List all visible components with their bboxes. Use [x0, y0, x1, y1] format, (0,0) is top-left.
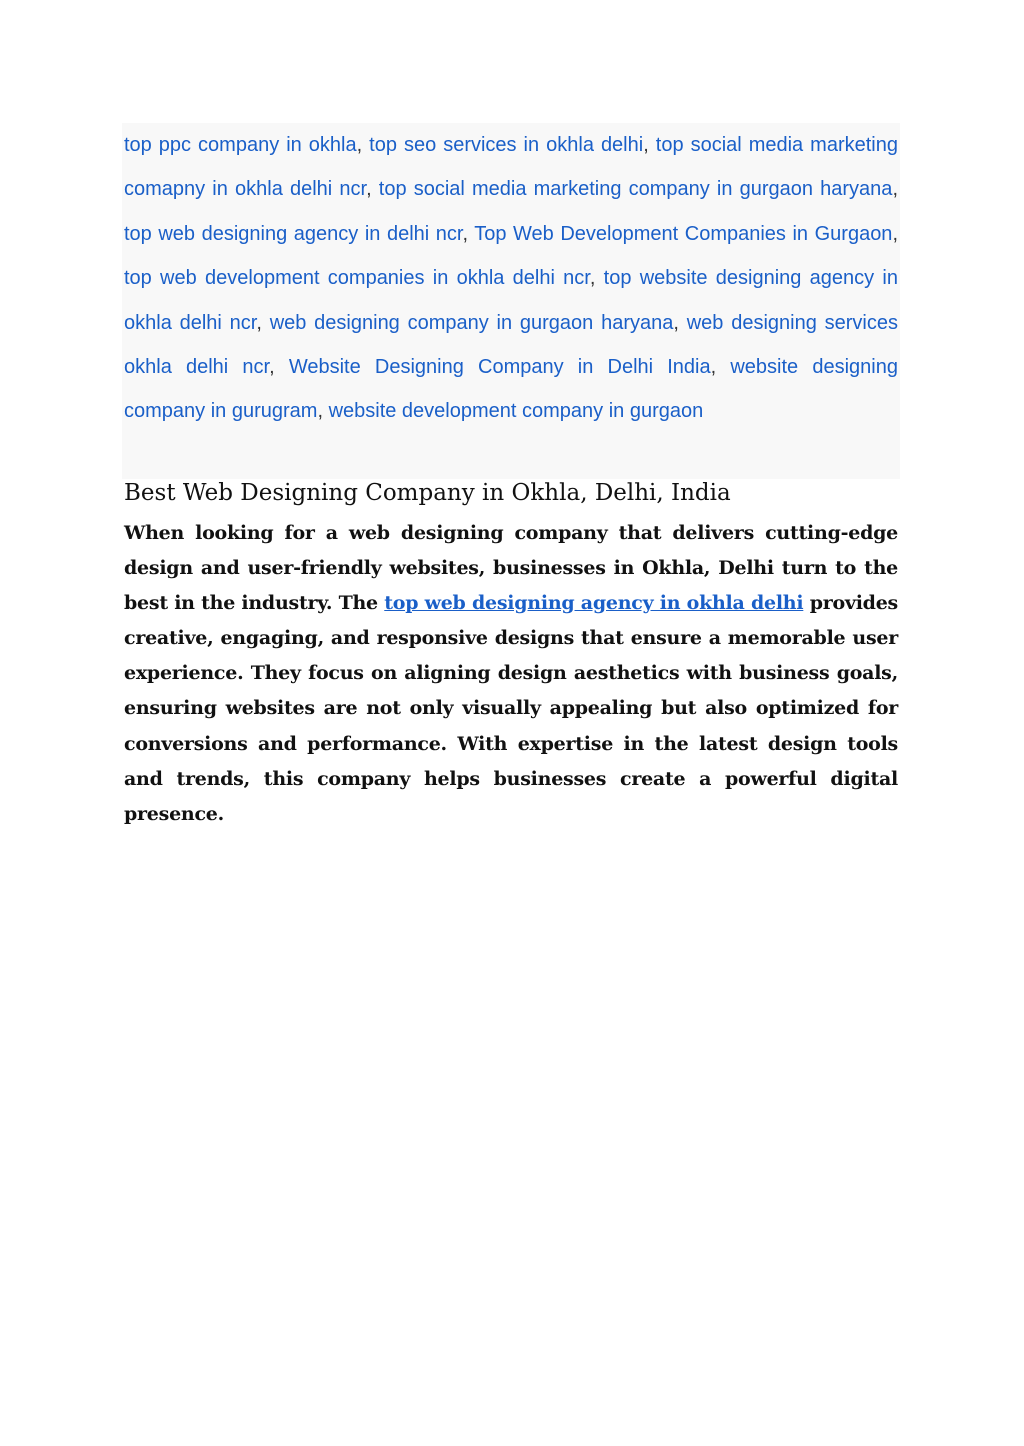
tag-separator: , — [366, 178, 379, 201]
tag-link-smm-gurgaon[interactable]: top social media marketing company in gurgaon haryana — [378, 178, 893, 201]
tag-separator: , — [462, 222, 475, 245]
tag-separator: , — [643, 134, 656, 156]
tag-link-web-design-delhi-ncr[interactable]: top web designing agency in delhi ncr — [124, 222, 463, 245]
tag-separator: , — [710, 356, 731, 379]
tag-separator: , — [673, 311, 687, 334]
paragraph-text-after-link: provides creative, engaging, and responsive designs that ensure a memorable user experience. They focus on aligning design aesthetics with business goals, ensuring websites are not only visually appealing but also optimized for conversions and performance. With expertise in the latest design tools and trends, this company helps businesses create a powerful digital presence. — [124, 592, 898, 825]
tag-link-smm-okhla[interactable]: top social media marketing comapny in okhla delhi ncr — [124, 134, 898, 201]
article-paragraph — [124, 516, 898, 832]
tag-link-website-design-delhi[interactable]: Website Designing Company in Delhi India — [288, 356, 711, 379]
tag-link-web-dev-gurgaon[interactable]: Top Web Development Companies in Gurgaon — [474, 222, 893, 245]
tag-link-website-design-okhla[interactable]: top website designing agency in okhla delhi ncr — [124, 267, 898, 334]
tag-link-website-dev-gurgaon[interactable]: website development company in gurgaon — [328, 400, 704, 423]
tag-link-web-dev-okhla[interactable]: top web development companies in okhla delhi ncr — [124, 267, 590, 290]
tag-link-website-design-gurugram[interactable]: website designing company in gurugram — [124, 356, 898, 423]
tag-link-ppc-okhla[interactable]: top ppc company in okhla — [124, 134, 357, 156]
tag-link-web-design-services-okhla[interactable]: web designing services okhla delhi ncr — [124, 311, 898, 379]
tag-separator: , — [892, 178, 898, 201]
tag-separator: , — [589, 267, 604, 290]
tag-link-seo-okhla[interactable]: top seo services in okhla delhi — [369, 134, 644, 156]
tag-separator: , — [256, 311, 270, 334]
tag-separator: , — [892, 222, 898, 245]
tag-separator: , — [356, 134, 370, 156]
tag-list — [122, 123, 900, 479]
tag-separator: , — [269, 356, 289, 379]
paragraph-text-before-link: When looking for a web designing company that delivers cutting-edge design and user-friendly websites, businesses in Okhla, Delhi turn to the best in the industry. The — [124, 522, 898, 615]
tag-separator: , — [317, 400, 329, 423]
tag-link-web-design-gurgaon[interactable]: web designing company in gurgaon haryana — [269, 311, 674, 334]
inline-link-web-designing-agency[interactable]: top web designing agency in okhla delhi — [384, 592, 804, 615]
article-heading: Best Web Designing Company in Okhla, Delhi, India — [124, 480, 731, 506]
